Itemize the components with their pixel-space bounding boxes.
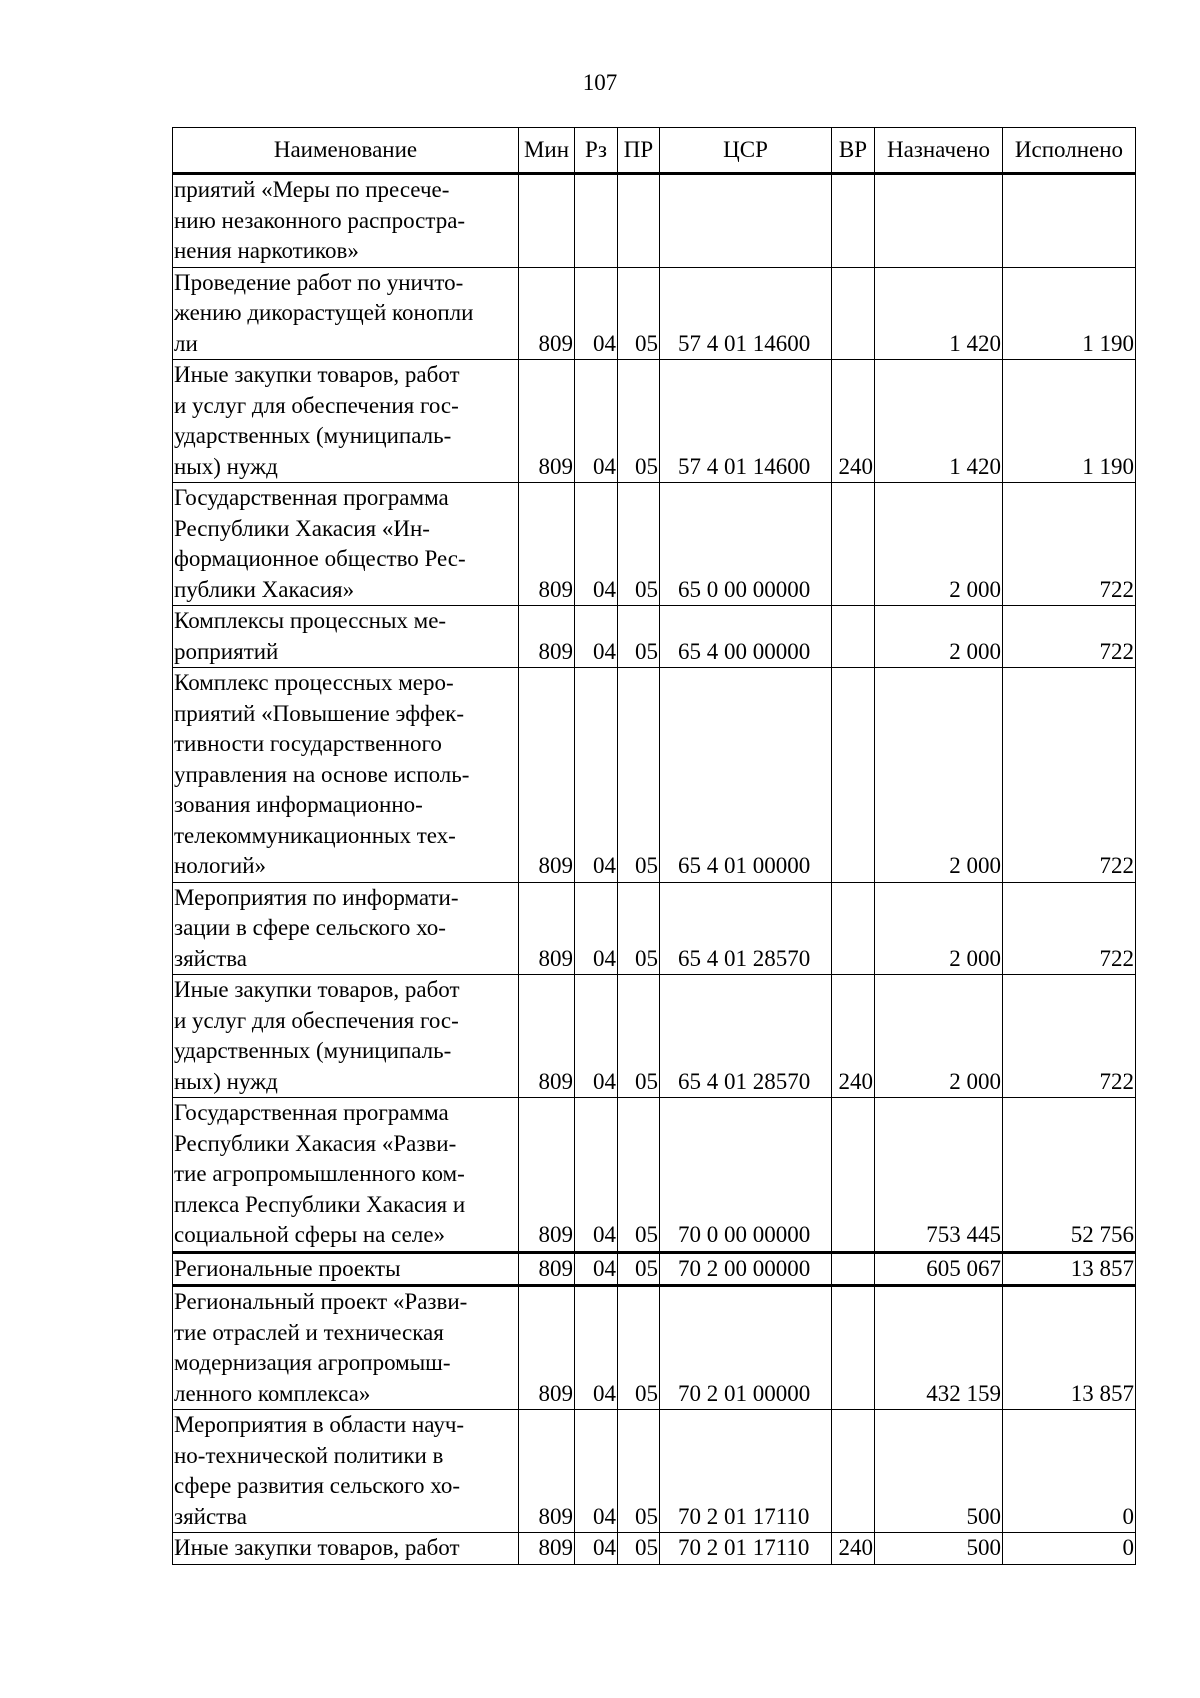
cell-rz: 04: [575, 1410, 618, 1533]
cell-vr: [832, 1252, 875, 1286]
cell-vr: [832, 1286, 875, 1410]
header-csr: ЦСР: [660, 128, 832, 174]
cell-name-line: ных) нужд: [174, 453, 278, 479]
cell-pr: 05: [618, 1098, 660, 1253]
cell-rz: 04: [575, 668, 618, 883]
cell-name-line: зования информационно-: [174, 792, 423, 817]
cell-name-line: и услуг для обеспечения гос-: [174, 1007, 459, 1033]
cell-name-line: плекса Республики Хакасия и: [174, 1191, 466, 1217]
cell-name-line: Иные закупки товаров, работ: [174, 977, 460, 1002]
cell-executed: [1003, 174, 1136, 268]
cell-name-line: тивности государственного: [174, 731, 442, 756]
table-row: [173, 975, 1136, 1098]
header-min: Мин: [519, 128, 575, 174]
cell-rz: 04: [575, 975, 618, 1098]
cell-pr: 05: [618, 1286, 660, 1410]
cell-executed: 1 190: [1003, 267, 1136, 360]
cell-name-line: Республики Хакасия «Ин-: [174, 515, 430, 541]
cell-assigned: 2 000: [875, 975, 1003, 1098]
cell-assigned: 2 000: [875, 606, 1003, 668]
cell-rz: 04: [575, 1533, 618, 1565]
cell-assigned: 432 159: [875, 1286, 1003, 1410]
cell-name: [173, 1410, 519, 1533]
cell-name-line: Комплексы процессных ме-: [174, 608, 447, 633]
cell-name-line: сфере развития сельского хо-: [174, 1473, 460, 1498]
cell-assigned: 500: [875, 1533, 1003, 1565]
cell-name: [173, 1252, 519, 1286]
cell-name-line: управления на основе исполь-: [174, 761, 470, 787]
cell-vr: [832, 174, 875, 268]
cell-min: 809: [519, 1098, 575, 1253]
cell-min: 809: [519, 1533, 575, 1565]
cell-min: 809: [519, 1252, 575, 1286]
cell-csr: 65 4 01 00000: [660, 668, 832, 883]
cell-name-line: формационное общество Рес-: [174, 546, 466, 571]
cell-name-line: зяйства: [174, 945, 247, 971]
cell-name-line: тие отраслей и техническая: [174, 1319, 444, 1345]
cell-name: [173, 668, 519, 883]
cell-pr: 05: [618, 668, 660, 883]
cell-pr: 05: [618, 483, 660, 606]
cell-vr: [832, 267, 875, 360]
table-row: [173, 483, 1136, 606]
cell-name-line: тие агропромышленного ком-: [174, 1161, 465, 1186]
cell-name: [173, 1098, 519, 1253]
cell-csr: 70 2 00 00000: [660, 1252, 832, 1286]
cell-name: [173, 174, 519, 268]
table-body: [173, 174, 1136, 1565]
cell-assigned: 2 000: [875, 483, 1003, 606]
cell-name-line: и услуг для обеспечения гос-: [174, 392, 459, 418]
cell-name-line: ударственных (муниципаль-: [174, 423, 452, 448]
page-number: 107: [582, 70, 618, 95]
cell-name-line: зяйства: [174, 1503, 247, 1529]
cell-name: [173, 1533, 519, 1565]
cell-min: [519, 174, 575, 268]
cell-csr: [660, 174, 832, 268]
cell-executed: 13 857: [1003, 1286, 1136, 1410]
cell-name-line: ных) нужд: [174, 1068, 278, 1094]
cell-name-line: приятий «Повышение эффек-: [174, 700, 464, 726]
cell-name-line: Государственная программа: [174, 1100, 449, 1125]
table-row: [173, 1252, 1136, 1286]
cell-name-line: публики Хакасия»: [174, 576, 355, 602]
cell-rz: 04: [575, 1252, 618, 1286]
cell-assigned: 1 420: [875, 267, 1003, 360]
table-row: [173, 174, 1136, 268]
cell-name-line: Республики Хакасия «Разви-: [174, 1130, 457, 1156]
header-vr: ВР: [832, 128, 875, 174]
cell-vr: [832, 1410, 875, 1533]
cell-rz: 04: [575, 1286, 618, 1410]
cell-pr: 05: [618, 360, 660, 483]
cell-name-line: модернизация агропромыш-: [174, 1350, 451, 1375]
table-row: [173, 668, 1136, 883]
cell-name-line: Региональные проекты: [174, 1255, 401, 1281]
cell-csr: 65 4 01 28570: [660, 975, 832, 1098]
cell-name-line: нения наркотиков»: [174, 238, 359, 263]
cell-executed: 0: [1003, 1533, 1136, 1565]
header-executed: Исполнено: [1003, 128, 1136, 174]
cell-pr: 05: [618, 975, 660, 1098]
cell-min: 809: [519, 882, 575, 975]
cell-min: 809: [519, 1286, 575, 1410]
cell-csr: 65 4 00 00000: [660, 606, 832, 668]
cell-rz: 04: [575, 267, 618, 360]
cell-min: 809: [519, 483, 575, 606]
table-row: [173, 360, 1136, 483]
cell-rz: [575, 174, 618, 268]
cell-name-line: Проведение работ по уничто-: [174, 269, 464, 295]
cell-vr: 240: [832, 360, 875, 483]
header-name: Наименование: [173, 128, 519, 174]
cell-pr: 05: [618, 606, 660, 668]
cell-executed: 0: [1003, 1410, 1136, 1533]
cell-csr: 65 0 00 00000: [660, 483, 832, 606]
cell-assigned: 1 420: [875, 360, 1003, 483]
cell-pr: [618, 174, 660, 268]
cell-name-line: Иные закупки товаров, работ: [174, 362, 460, 387]
cell-name: [173, 360, 519, 483]
cell-min: 809: [519, 1410, 575, 1533]
cell-name-line: Иные закупки товаров, работ: [174, 1535, 460, 1560]
cell-csr: 65 4 01 28570: [660, 882, 832, 975]
cell-executed: 722: [1003, 483, 1136, 606]
cell-name: [173, 267, 519, 360]
cell-rz: 04: [575, 1098, 618, 1253]
cell-name-line: приятий «Меры по пресече-: [174, 177, 450, 202]
cell-name-line: но-технической политики в: [174, 1442, 444, 1468]
cell-executed: 1 190: [1003, 360, 1136, 483]
cell-vr: [832, 1098, 875, 1253]
cell-name-line: ли: [174, 330, 198, 356]
cell-executed: 13 857: [1003, 1252, 1136, 1286]
header-rz: Рз: [575, 128, 618, 174]
cell-executed: 52 756: [1003, 1098, 1136, 1253]
cell-csr: 57 4 01 14600: [660, 267, 832, 360]
table-header-row: [173, 128, 1136, 174]
cell-executed: 722: [1003, 668, 1136, 883]
cell-rz: 04: [575, 606, 618, 668]
cell-name-line: Мероприятия в области науч-: [174, 1412, 465, 1437]
cell-min: 809: [519, 668, 575, 883]
cell-name-line: телекоммуникационных тех-: [174, 822, 456, 848]
cell-name-line: роприятий: [174, 638, 279, 664]
cell-pr: 05: [618, 882, 660, 975]
cell-csr: 70 0 00 00000: [660, 1098, 832, 1253]
cell-min: 809: [519, 267, 575, 360]
cell-name-line: нию незаконного распростра-: [174, 207, 466, 233]
cell-name-line: ударственных (муниципаль-: [174, 1038, 452, 1063]
cell-vr: 240: [832, 1533, 875, 1565]
cell-name-line: Мероприятия по информати-: [174, 884, 459, 910]
table-row: [173, 1410, 1136, 1533]
cell-name: [173, 975, 519, 1098]
cell-name-line: Комплекс процессных меро-: [174, 670, 454, 695]
cell-vr: [832, 483, 875, 606]
cell-assigned: 2 000: [875, 668, 1003, 883]
header-pr: ПР: [618, 128, 660, 174]
table-row: [173, 267, 1136, 360]
cell-pr: 05: [618, 1252, 660, 1286]
cell-executed: 722: [1003, 882, 1136, 975]
cell-pr: 05: [618, 1410, 660, 1533]
cell-vr: 240: [832, 975, 875, 1098]
budget-table: [172, 127, 1136, 1565]
cell-name: [173, 606, 519, 668]
cell-pr: 05: [618, 267, 660, 360]
table-row: [173, 882, 1136, 975]
cell-min: 809: [519, 606, 575, 668]
cell-pr: 05: [618, 1533, 660, 1565]
cell-executed: 722: [1003, 975, 1136, 1098]
cell-name-line: социальной сферы на селе»: [174, 1222, 446, 1247]
cell-name: [173, 1286, 519, 1410]
cell-csr: 70 2 01 17110: [660, 1533, 832, 1565]
cell-assigned: 500: [875, 1410, 1003, 1533]
cell-executed: 722: [1003, 606, 1136, 668]
cell-csr: 70 2 01 17110: [660, 1410, 832, 1533]
cell-assigned: 2 000: [875, 882, 1003, 975]
cell-name-line: зации в сфере сельского хо-: [174, 915, 446, 940]
cell-vr: [832, 606, 875, 668]
cell-name: [173, 483, 519, 606]
cell-name-line: ленного комплекса»: [174, 1380, 371, 1406]
table-row: [173, 606, 1136, 668]
cell-assigned: 753 445: [875, 1098, 1003, 1253]
cell-csr: 70 2 01 00000: [660, 1286, 832, 1410]
cell-csr: 57 4 01 14600: [660, 360, 832, 483]
header-assigned: Назначено: [875, 128, 1003, 174]
table-row: [173, 1098, 1136, 1253]
cell-name-line: нологий»: [174, 853, 267, 878]
cell-vr: [832, 668, 875, 883]
cell-rz: 04: [575, 483, 618, 606]
cell-assigned: [875, 174, 1003, 268]
cell-min: 809: [519, 975, 575, 1098]
cell-vr: [832, 882, 875, 975]
cell-assigned: 605 067: [875, 1252, 1003, 1286]
cell-min: 809: [519, 360, 575, 483]
cell-name-line: Региональный проект «Разви-: [174, 1289, 468, 1314]
cell-rz: 04: [575, 360, 618, 483]
cell-name-line: Государственная программа: [174, 485, 449, 510]
table-row: [173, 1533, 1136, 1565]
cell-name: [173, 882, 519, 975]
cell-rz: 04: [575, 882, 618, 975]
table-row: [173, 1286, 1136, 1410]
cell-name-line: жению дикорастущей конопли: [174, 300, 474, 325]
